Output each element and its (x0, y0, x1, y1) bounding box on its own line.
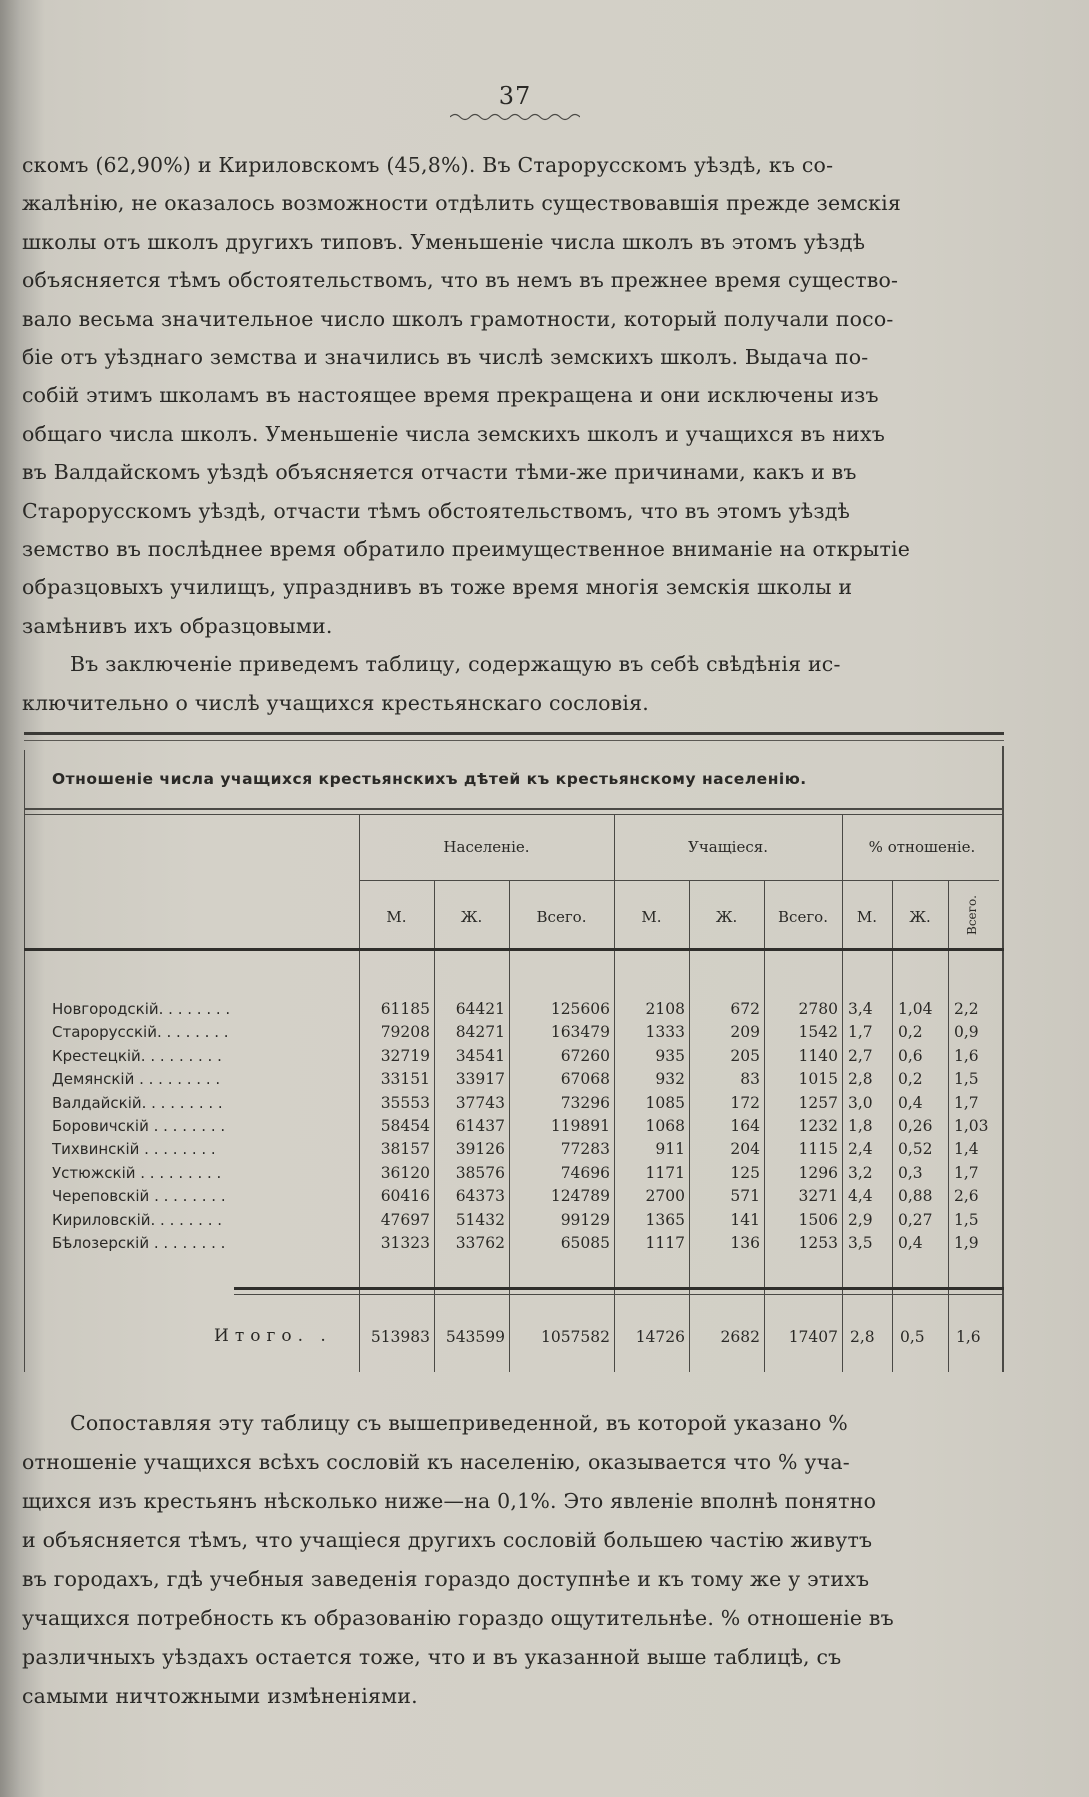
district-name: Валдайскій. . . . . . . . . (52, 1093, 223, 1112)
table-cell: 60416 (380, 1187, 430, 1206)
table-cell: 1171 (645, 1163, 685, 1182)
total-cell: 513983 (370, 1328, 430, 1346)
district-name: Кириловскій. . . . . . . . (52, 1210, 223, 1229)
table-border (24, 750, 25, 1372)
table-cell: 74696 (560, 1163, 610, 1182)
table-cell: 0,2 (898, 1070, 923, 1089)
table-cell: 1,04 (898, 1000, 933, 1018)
table-cell: 2,7 (848, 1046, 873, 1065)
column-header: М. (386, 908, 407, 926)
table-cell: 1117 (645, 1234, 685, 1252)
table-cell: 1,7 (954, 1093, 979, 1112)
text-line: біе отъ уѣзднаго земства и значились въ числѣ земскихъ школъ. Выдача по- (22, 345, 869, 370)
table-cell: 571 (730, 1187, 760, 1206)
table-cell: 0,26 (898, 1117, 933, 1135)
table-cell: 4,4 (848, 1187, 873, 1206)
table-cell: 935 (655, 1046, 685, 1065)
table-cell: 0,2 (898, 1023, 923, 1042)
table-cell: 3271 (798, 1187, 838, 1206)
column-divider (948, 880, 949, 1372)
total-cell: 0,5 (900, 1328, 925, 1346)
table-cell: 2,6 (954, 1187, 979, 1206)
district-name: Тихвинскій . . . . . . . . (52, 1140, 216, 1159)
text-line: вало весьма значительное число школъ грамотности, который получали посо- (22, 306, 894, 331)
table-rule (234, 1294, 1004, 1295)
table-title: Отношеніе числа учащихся крестьянскихъ дѣтей къ крестьянскому населенію. (52, 770, 807, 788)
table-cell: 3,2 (848, 1163, 873, 1182)
text-line: самыми ничтожными измѣненіями. (22, 1684, 418, 1708)
text-line: ключительно о числѣ учащихся крестьянскаго сословія. (22, 690, 649, 715)
text-line: и объясняется тѣмъ, что учащіеся другихъ сословій большею частію живутъ (22, 1528, 873, 1552)
table-cell: 32719 (380, 1046, 430, 1065)
table-cell: 67260 (560, 1046, 610, 1065)
text-line: образцовыхъ училищъ, упразднивъ въ тоже время многія земскія школы и (22, 575, 853, 600)
table-cell: 34541 (455, 1046, 505, 1065)
table-border (1002, 746, 1004, 1372)
table-cell: 125 (730, 1163, 760, 1182)
table-cell: 1506 (798, 1210, 838, 1229)
table-cell: 163479 (550, 1023, 610, 1042)
table-cell: 1,6 (954, 1046, 979, 1065)
district-name: Крестецкій. . . . . . . . . (52, 1046, 222, 1065)
total-cell: 14726 (635, 1328, 685, 1346)
table-cell: 119891 (550, 1117, 610, 1135)
table-cell: 124789 (550, 1187, 610, 1206)
table-rule (24, 732, 1004, 735)
column-header: Всего. (965, 895, 979, 935)
table-cell: 31323 (380, 1234, 430, 1252)
district-name: Бѣлозерскій . . . . . . . . (52, 1234, 226, 1252)
table-cell: 2108 (645, 1000, 685, 1018)
district-name: Новгородскій. . . . . . . . (52, 1000, 231, 1018)
table-cell: 0,88 (898, 1187, 933, 1206)
table-cell: 204 (730, 1140, 760, 1159)
text-line: жалѣнію, не оказалось возможности отдѣлить существовавшія прежде земскія (22, 191, 902, 216)
total-cell: 1,6 (956, 1328, 981, 1346)
table-cell: 141 (730, 1210, 760, 1229)
column-header: Ж. (460, 908, 483, 926)
table-cell: 1,9 (954, 1234, 979, 1252)
column-header: М. (641, 908, 662, 926)
table-cell: 932 (655, 1070, 685, 1089)
table-cell: 1115 (798, 1140, 838, 1159)
table-cell: 47697 (380, 1210, 430, 1229)
table-cell: 38576 (455, 1163, 505, 1182)
column-header: М. (856, 908, 878, 926)
group-header: Учащіеся. (688, 838, 768, 856)
text-line: земство въ послѣднее время обратило преимущественное вниманіе на открытіе (22, 537, 911, 562)
table-rule (234, 1287, 1004, 1290)
table-rule (24, 814, 1004, 815)
table-cell: 1,7 (848, 1023, 873, 1042)
paragraph-3 (22, 1404, 1007, 1716)
table-cell: 33917 (455, 1070, 505, 1089)
table-cell: 172 (730, 1093, 760, 1112)
district-name: Череповскій . . . . . . . . (52, 1187, 226, 1206)
table-cell: 65085 (560, 1234, 610, 1252)
table-cell: 33151 (380, 1070, 430, 1089)
table-cell: 1257 (798, 1093, 838, 1112)
table-cell: 2700 (645, 1187, 685, 1206)
column-header: Всего. (778, 908, 828, 926)
table-cell: 61185 (380, 1000, 430, 1018)
table-cell: 1,03 (954, 1117, 989, 1135)
text-line: Сопоставляя эту таблицу съ вышеприведенной, въ которой указано % (70, 1411, 848, 1435)
total-cell: 1057582 (540, 1328, 610, 1346)
text-line: объясняется тѣмъ обстоятельствомъ, что въ немъ въ прежнее время существо- (22, 268, 899, 293)
table-cell: 73296 (560, 1093, 610, 1112)
text-line: учащихся потребность къ образованію гораздо ощутительнѣе. % отношеніе въ (22, 1606, 894, 1630)
table-cell: 64421 (455, 1000, 505, 1018)
table-cell: 2780 (798, 1000, 838, 1018)
table-cell: 37743 (455, 1093, 505, 1112)
table-cell: 99129 (560, 1210, 610, 1229)
table-cell: 0,52 (898, 1140, 933, 1159)
district-name: Демянскій . . . . . . . . . (52, 1070, 221, 1089)
table-cell: 83 (740, 1070, 760, 1089)
text-line: общаго числа школъ. Уменьшеніе числа земскихъ школъ и учащихся въ нихъ (22, 421, 885, 446)
text-line: собій этимъ школамъ въ настоящее время прекращена и они исключены изъ (22, 383, 879, 408)
table-cell: 136 (730, 1234, 760, 1252)
table-cell: 58454 (380, 1117, 430, 1135)
text-line: щихся изъ крестьянъ нѣсколько ниже—на 0,1%. Это явленіе вполнѣ понятно (22, 1489, 877, 1513)
table-cell: 164 (730, 1117, 760, 1135)
table-cell: 36120 (380, 1163, 430, 1182)
table-cell: 2,4 (848, 1140, 873, 1159)
table-cell: 67068 (560, 1070, 610, 1089)
table-rule (24, 740, 1004, 741)
table-cell: 33762 (455, 1234, 505, 1252)
table-cell: 0,4 (898, 1234, 923, 1252)
table-cell: 2,9 (848, 1210, 873, 1229)
table-rule (24, 808, 1004, 810)
table-cell: 79208 (380, 1023, 430, 1042)
total-cell: 543599 (445, 1328, 505, 1346)
group-header: Населеніе. (443, 838, 530, 856)
ornament-squiggle (450, 112, 580, 122)
table-cell: 0,27 (898, 1210, 933, 1229)
table-cell: 911 (655, 1140, 685, 1159)
table-cell: 1,8 (848, 1117, 873, 1135)
table-cell: 1333 (645, 1023, 685, 1042)
column-header: Ж. (715, 908, 738, 926)
table-cell: 35553 (380, 1093, 430, 1112)
group-header: % отношеніе. (868, 838, 976, 856)
table-cell: 1365 (645, 1210, 685, 1229)
table-cell: 2,8 (848, 1070, 873, 1089)
table-cell: 672 (730, 1000, 760, 1018)
paragraph-1 (22, 146, 1007, 722)
table-cell: 77283 (560, 1140, 610, 1159)
page-number: 37 (498, 82, 532, 110)
table-cell: 0,3 (898, 1163, 923, 1182)
total-cell: 17407 (788, 1328, 838, 1346)
table-cell: 1232 (798, 1117, 838, 1135)
table-cell: 84271 (455, 1023, 505, 1042)
table-cell: 0,9 (954, 1023, 979, 1042)
text-line: замѣнивъ ихъ образцовыми. (22, 613, 333, 638)
table-cell: 1296 (798, 1163, 838, 1182)
table-rule (359, 880, 999, 881)
text-line: скомъ (62,90%) и Кириловскомъ (45,8%). Въ Старорусскомъ уѣздѣ, къ со- (22, 153, 834, 177)
text-line: Старорусскомъ уѣздѣ, отчасти тѣмъ обстоятельствомъ, что въ этомъ уѣздѣ (22, 498, 851, 523)
table-cell: 1,7 (954, 1163, 979, 1182)
table-cell: 125606 (550, 1000, 610, 1018)
table-cell: 2,2 (954, 1000, 979, 1018)
column-divider (892, 880, 893, 1372)
total-cell: 2,8 (850, 1328, 875, 1346)
text-line: школы отъ школъ другихъ типовъ. Уменьшеніе числа школъ въ этомъ уѣздѣ (22, 229, 866, 254)
text-line: отношеніе учащихся всѣхъ сословій къ населенію, оказывается что % уча- (22, 1450, 850, 1474)
total-cell: 2682 (720, 1328, 760, 1346)
table-cell: 38157 (380, 1140, 430, 1159)
table-cell: 1,4 (954, 1140, 979, 1159)
table-cell: 0,4 (898, 1093, 923, 1112)
table-cell: 3,4 (848, 1000, 873, 1018)
table-cell: 1,5 (954, 1210, 979, 1229)
table-rule (24, 948, 1004, 951)
text-line: различныхъ уѣздахъ остается тоже, что и въ указанной выше таблицѣ, съ (22, 1645, 842, 1669)
table-cell: 0,6 (898, 1046, 923, 1065)
table-cell: 209 (730, 1023, 760, 1042)
total-label: Итого. . (214, 1326, 332, 1346)
district-name: Устюжскій . . . . . . . . . (52, 1163, 222, 1182)
table-cell: 3,5 (848, 1234, 873, 1252)
table-cell: 64373 (455, 1187, 505, 1206)
table-cell: 1542 (798, 1023, 838, 1042)
text-line: Въ заключеніе приведемъ таблицу, содержащую въ себѣ свѣдѣнія ис- (70, 652, 841, 677)
table-cell: 1253 (798, 1234, 838, 1252)
table-cell: 3,0 (848, 1093, 873, 1112)
column-header: Всего. (536, 908, 587, 926)
table-cell: 61437 (455, 1117, 505, 1135)
district-name: Боровичскій . . . . . . . . (52, 1117, 226, 1135)
table-cell: 205 (730, 1046, 760, 1065)
table-cell: 39126 (455, 1140, 505, 1159)
text-line: въ Валдайскомъ уѣздѣ объясняется отчасти тѣми-же причинами, какъ и въ (22, 460, 857, 485)
table-cell: 51432 (455, 1210, 505, 1229)
table-cell: 1085 (645, 1093, 685, 1112)
table-cell: 1068 (645, 1117, 685, 1135)
district-name: Старорусскій. . . . . . . . (52, 1023, 229, 1042)
table-cell: 1015 (798, 1070, 838, 1089)
text-line: въ городахъ, гдѣ учебныя заведенія гораздо доступнѣе и къ тому же у этихъ (22, 1567, 870, 1591)
table-cell: 1,5 (954, 1070, 979, 1089)
table-cell: 1140 (798, 1046, 838, 1065)
column-header: Ж. (909, 908, 931, 926)
